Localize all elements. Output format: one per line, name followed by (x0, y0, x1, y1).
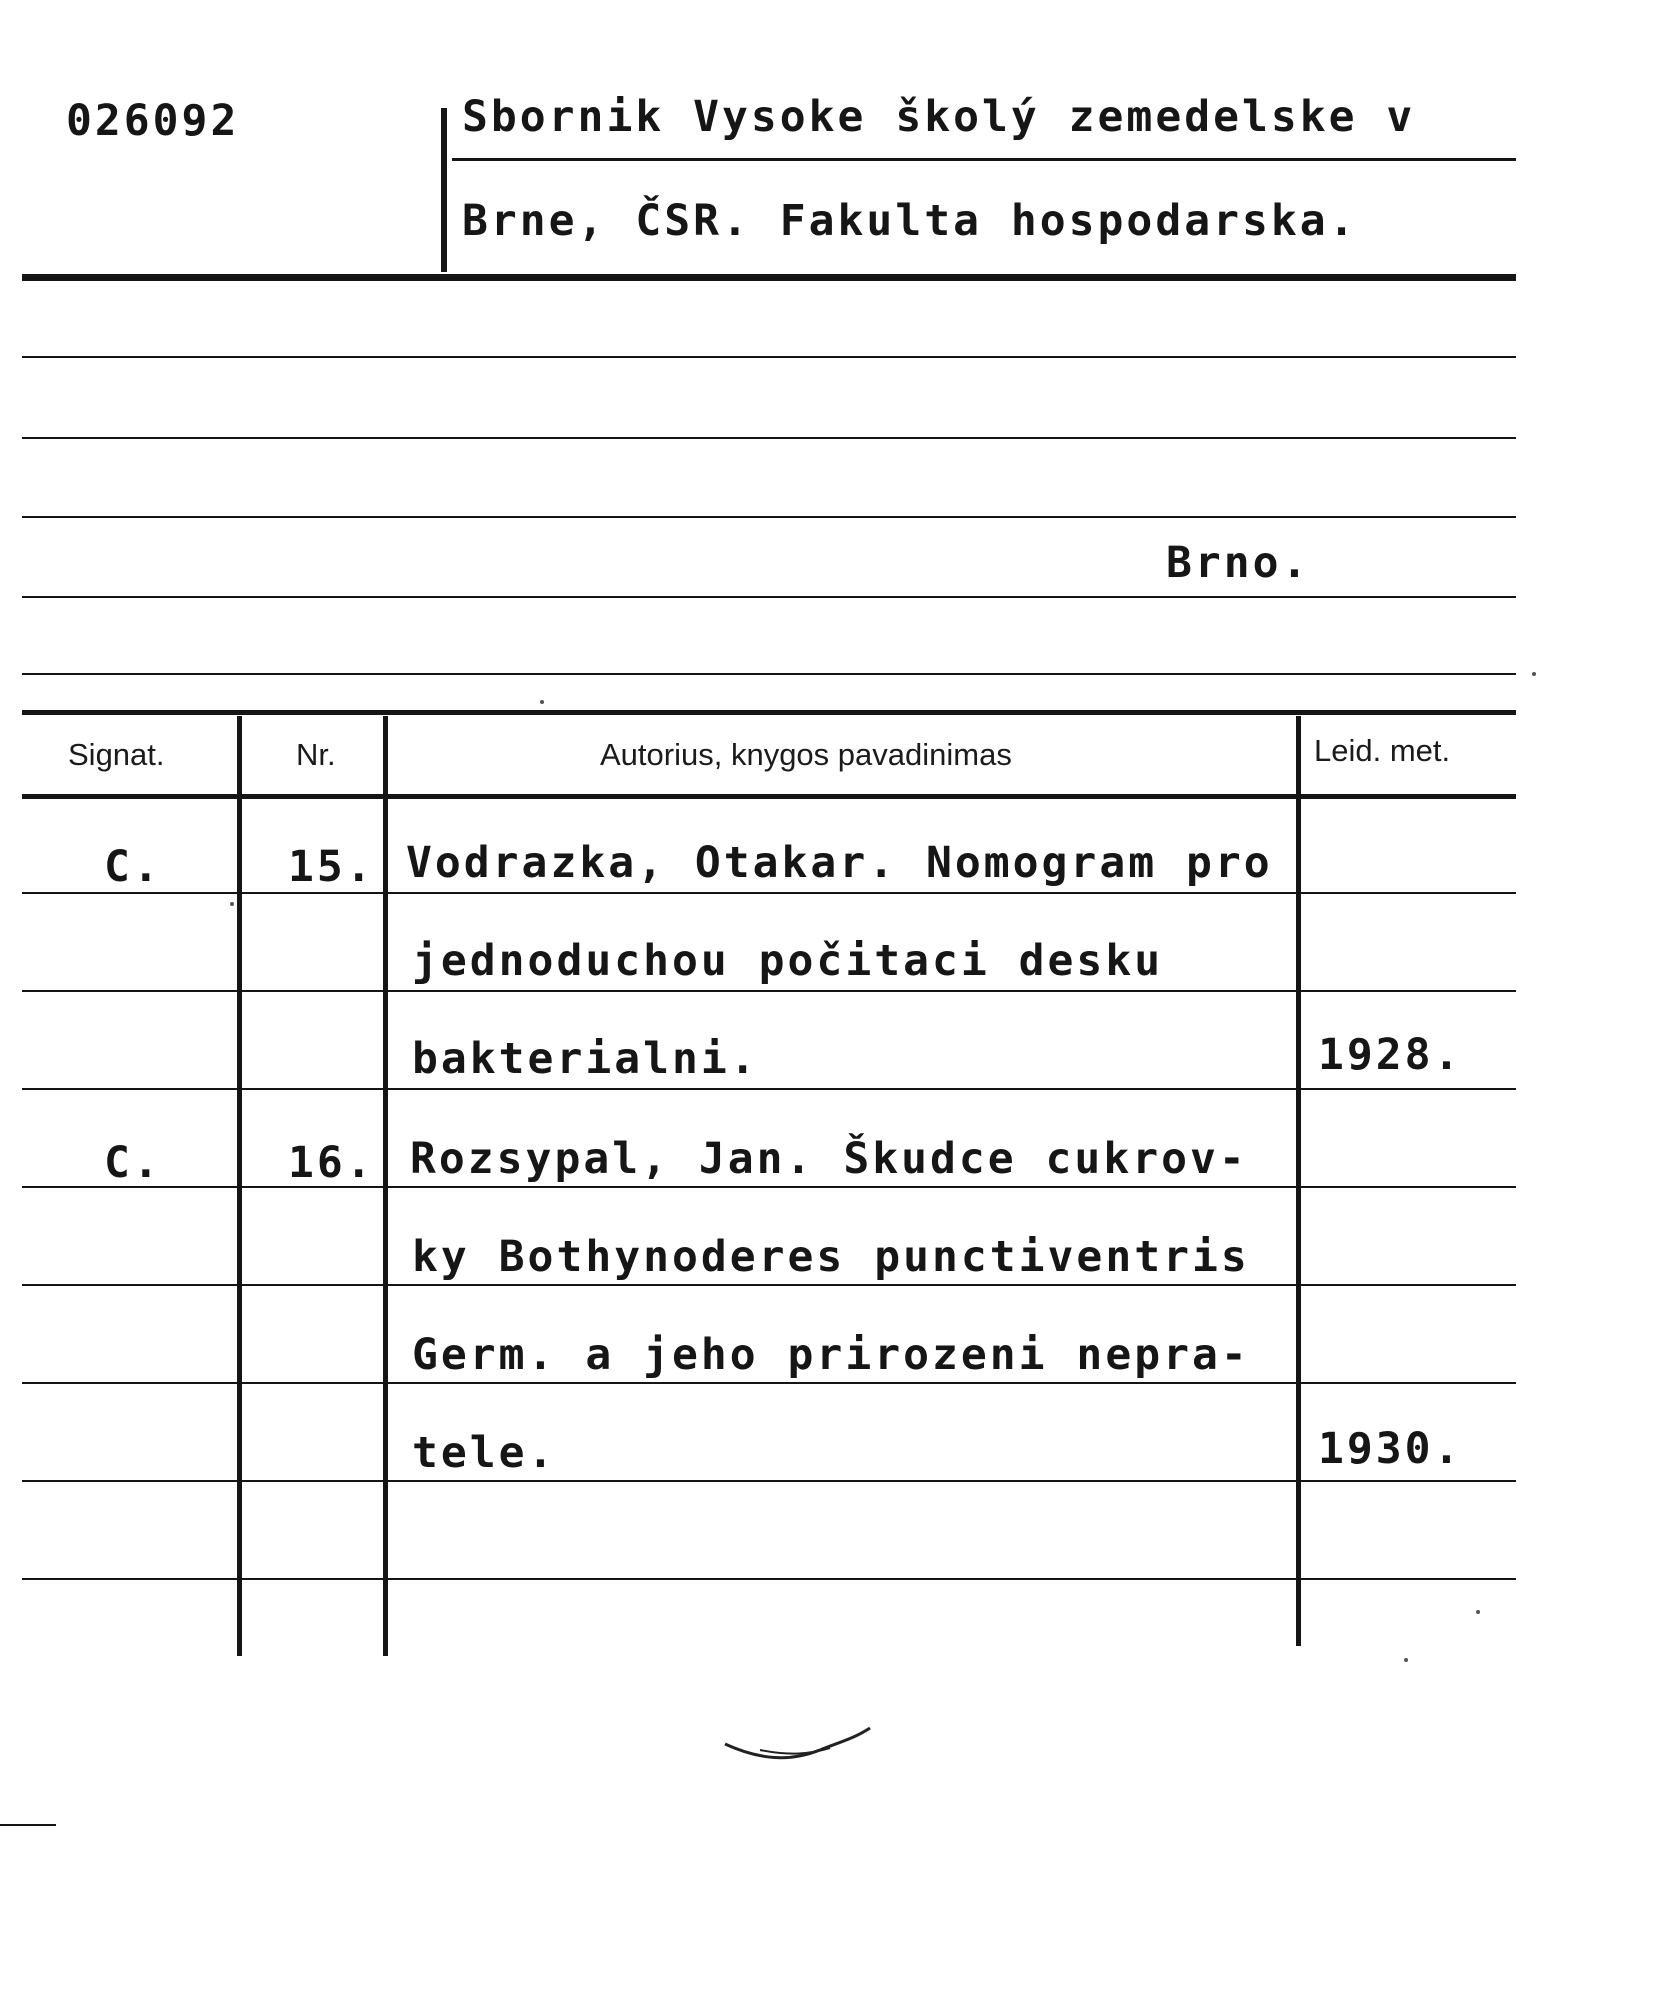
entry-1-line-2: jednoduchou počitaci desku (412, 936, 1164, 986)
row-rule (22, 1088, 1516, 1090)
entry-2-line-4: tele. (412, 1428, 557, 1478)
header-divider-thick (22, 274, 1516, 281)
row-rule (22, 1578, 1516, 1580)
header-bottom-border (22, 794, 1516, 799)
paper-speck (540, 700, 544, 704)
row-rule (22, 1186, 1516, 1188)
title-line-1: Sbornik Vysoke školý zemedelske v (462, 92, 1416, 142)
entry-2-line-1: Rozsypal, Jan. Škudce cukrov- (410, 1134, 1248, 1184)
scribble-mark (720, 1720, 880, 1770)
edge-dash (0, 1824, 56, 1826)
entry-1-line-3: bakterialni. (412, 1034, 759, 1084)
entry-2-line-3: Germ. a jeho prirozeni nepra- (412, 1330, 1250, 1380)
header-signature: Signat. (68, 737, 165, 772)
paper-speck (230, 902, 234, 906)
title-left-bar (441, 108, 447, 272)
ruled-line (22, 437, 1516, 439)
entry-2-signature: C. (104, 1138, 162, 1188)
ruled-line (22, 356, 1516, 358)
ruled-line (22, 673, 1516, 675)
header-publication-year: Leid. met. (1314, 733, 1451, 768)
row-rule (22, 1382, 1516, 1384)
entry-1-signature: C. (104, 842, 162, 892)
entry-2-line-2: ky Bothynoderes punctiventris (412, 1232, 1250, 1282)
table-top-border (22, 710, 1516, 715)
row-rule (22, 1480, 1516, 1482)
row-rule (22, 892, 1516, 894)
ruled-line (22, 596, 1516, 598)
entry-1-number: 15. (288, 842, 375, 892)
ruled-line (22, 516, 1516, 518)
title-underline-1 (452, 158, 1516, 161)
row-rule (22, 1284, 1516, 1286)
header-number: Nr. (296, 737, 336, 772)
publication-place: Brno. (1166, 538, 1311, 588)
column-divider-3 (1296, 716, 1301, 1646)
row-rule (22, 990, 1516, 992)
entry-2-year: 1930. (1318, 1424, 1463, 1474)
paper-speck (1476, 1610, 1480, 1614)
entry-1-year: 1928. (1318, 1030, 1463, 1080)
title-line-2: Brne, ČSR. Fakulta hospodarska. (462, 196, 1358, 246)
paper-speck (1532, 672, 1536, 676)
entry-2-number: 16. (288, 1138, 375, 1188)
header-author-title: Autorius, knygos pavadinimas (600, 737, 1012, 772)
accession-number: 026092 (66, 96, 240, 146)
paper-speck (1404, 1658, 1408, 1662)
entry-1-line-1: Vodrazka, Otakar. Nomogram pro (406, 838, 1273, 888)
